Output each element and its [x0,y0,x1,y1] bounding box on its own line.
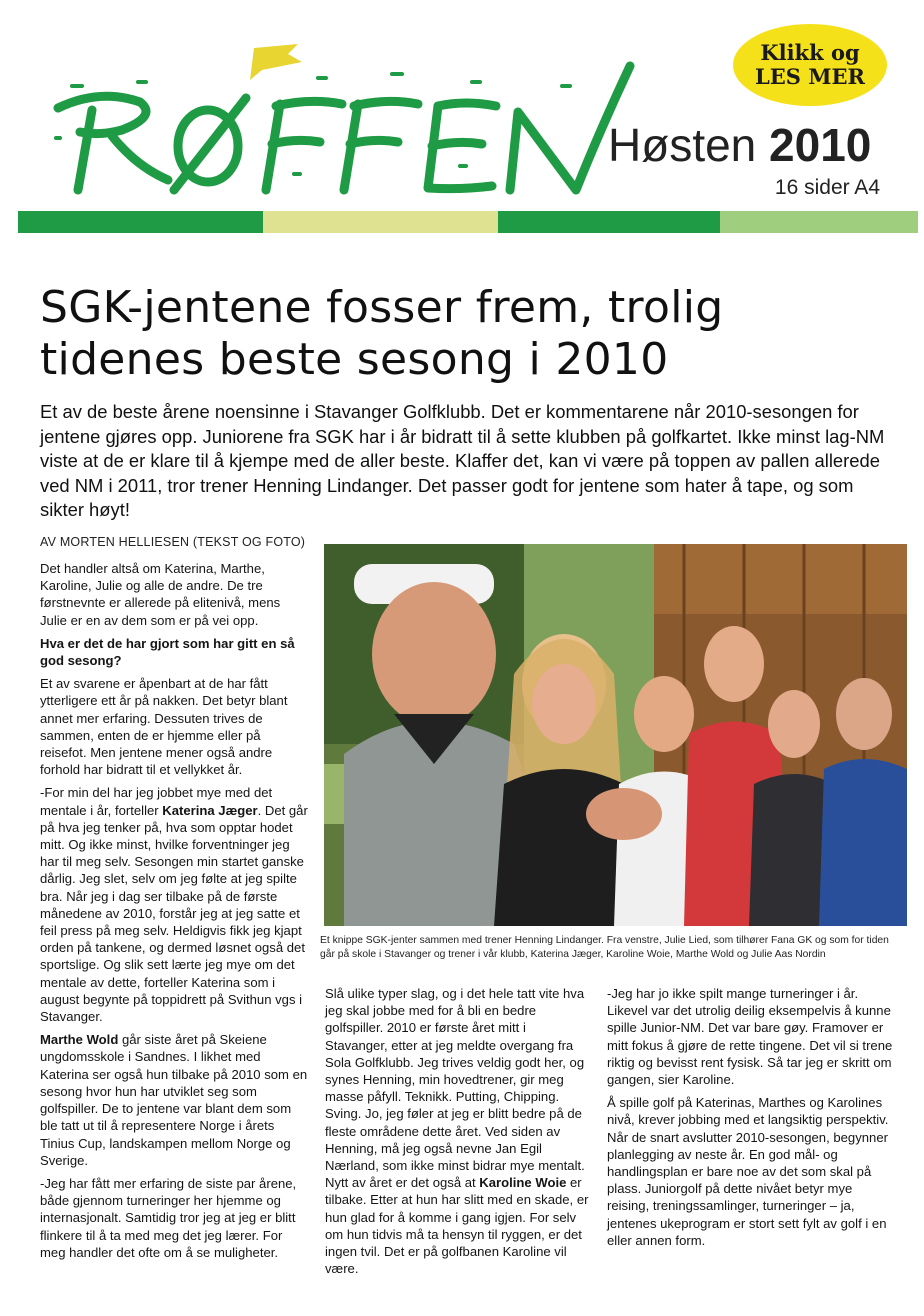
headline-line-2: tidenes beste sesong i 2010 [40,334,669,385]
person-name: Marthe Wold [40,1032,119,1048]
paragraph [40,1031,310,1169]
paragraph: -Jeg har jo ikke spilt mange turneringer i år. Likevel var det utrolig deilig eksempelvis å kunne spille Junior-NM. Det var bare gøy. Framover er mitt fokus å gjøre de rette tingene. Det vil si trene riktig og bevisst rent fysisk. Så tar jeg er skritt om gangen, sier Karoline. [607,986,893,1088]
read-more-badge[interactable] [733,24,887,106]
article-byline: AV MORTEN HELLIESEN (TEKST OG FOTO) [40,535,306,549]
paragraph: Det handler altså om Katerina, Marthe, Karoline, Julie og alle de andre. De tre førstnevnte er allerede på elitenivå, mens Julie er en av dem som er på vei opp. [40,561,281,628]
article-column-3 [607,985,897,1255]
paragraph: Å spille golf på Katerinas, Marthes og Karolines nivå, krever jobbing med et langsiktig perspektiv. Når de snart avslutter 2010-sesongen, begynner planlegging av neste år. En god mål- og handlingsplan er bare noe av det som skal på plass. Juniorgolf på dette nivået betyr mye reising, treningssamlinger, turneringer – ja, jentenes ukeprogram er stort sett fylt av golf i en eller annen form. [607,1095,889,1248]
svg-text:RØFFEN: RØFFEN [340,205,345,206]
text-run: er tilbake. Etter at hun har slitt med en skade, er hun glad for å komme i gang igjen. For selv om hun tidvis må ta hensyn til ryggen, er det ingen tvil. Det er på golfbanen Karoline vil være. [325,1175,589,1277]
badge-line-2: LES MER [755,64,865,89]
text-run: . Det går på hva jeg tenker på, hva som opptar hodet mitt. Og ikke minst, hvilke forventninger jeg har til meg selv. Sesongen min startet ganske dårlig. Jeg slet, selv om jeg følte at jeg spilte bra. Når jeg i dag ser tilbake på de første månedene av 2010, forstår jeg at jeg satte et feil press på meg selv. Heldigvis fikk jeg kjapt orden på tankene, og dermed løsnet også det sportslige. Og slik sett lærte jeg mye om det mentale av dette, forteller Katerina som i august begynte på toppidrett på Svithun vgs i Stavanger. [40,802,308,1025]
stripe-pale-yellow [263,211,498,233]
headline-line-1: SGK-jentene fosser frem, trolig [40,282,724,333]
article-lead: Et av de beste årene noensinne i Stavanger Golfklubb. Det er kommentarene når 2010-sesongen for jentene gjøres opp. Juniorene fra SGK har i år bidratt til å sette klubben på golfkartet. Ikke minst lag-NM viste at de er klare til å kjempe med de aller beste. Klaffer det, kan vi være på toppen av pallen allerede ved NM i 2011, tror trener Henning Lindanger. Det passer godt for jentene som hater å tape, og som sikter høyt! [40,401,885,520]
badge-line-1: Klikk og [760,40,860,65]
issue-title [608,118,871,172]
magazine-header [0,0,924,240]
stripe-pale-green [720,211,918,233]
person-name: Katerina Jæger [162,802,258,818]
paragraph [325,985,590,1277]
team-photo [324,544,907,926]
photo-caption: Et knippe SGK-jenter sammen med trener Henning Lindanger. Fra venstre, Julie Lied, som tilhører Fana GK og som for tiden går på skole i Stavanger og trener i vår klubb, Katerina Jæger, Karoline Woie, Marthe Wold og Julie Aas Nordin [320,935,889,960]
article-column-1 [40,560,310,1267]
text-run: Slå ulike typer slag, og i det hele tatt vite hva jeg skal jobbe med for å bli en bedre golfspiller. 2010 er første året mitt i Stavanger, etter at jeg meldte overgang fra Sola Golfklubb. Jeg trives veldig godt her, og synes Henning, min hovedtrener, gir meg masse påfyll. Teknikk. Putting, Chipping. Sving. Jo, jeg føler at jeg er blitt bedre på de fleste områdene dette året. Ved siden av Henning, må jeg også nevne Jan Egil Nærland, som ikke minst bidrar mye mentalt. Nytt av året er det også at [325,986,585,1191]
issue-pages: 16 sider A4 [774,176,880,199]
stripe-green [18,211,263,233]
text-run: går siste året på Skeiene ungdomsskole i Sandnes. I likhet med Katerina ser også hun tilbake på 2010 som en sesong hvor hun har utviklet seg som golfspiller. De to jentene var blant dem som ble tatt ut til å representere Norge i årets Tinius Cup, landskampen mellom Norge og Sverige. [40,1032,308,1168]
issue-season: Høsten [608,119,757,171]
color-stripe-bar [18,211,918,233]
paragraph [40,784,310,1025]
stripe-green-2 [498,211,720,233]
paragraph: -Jeg har fått mer erfaring de siste par årene, både gjennom turneringer her hjemme og internasjonalt. Samtidig tror jeg at jeg er blitt flinkere til å ta med meg det jeg lærer. For meg handler det ofte om å se muligheter. [40,1175,297,1260]
person-name: Karoline Woie [479,1175,567,1191]
paragraph: Et av svarene er åpenbart at de har fått ytterligere ett år på nakken. Det betyr blant annet mer erfaring. Dessuten trives de sammen, enten de er hjemme eller på reisefot. Men jentene mener også andre forhold har bidratt til et vellykket år. [40,676,288,778]
roffen-logo [40,40,640,210]
article-column-2 [325,985,590,1283]
article-headline [40,282,900,386]
text-run: -For min del har jeg jobbet mye med det mentale i år, forteller [40,785,273,818]
issue-year: 2010 [769,119,872,171]
subheading-question: Hva er det de har gjort som har gitt en så god sesong? [40,635,295,669]
